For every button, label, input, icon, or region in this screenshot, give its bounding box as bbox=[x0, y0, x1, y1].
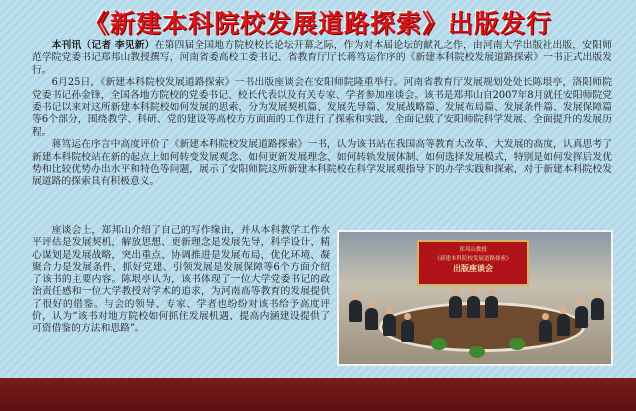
banner-line-1: 郑邦山教授 bbox=[459, 247, 487, 253]
photo-banner bbox=[417, 240, 529, 286]
attendee bbox=[401, 320, 414, 342]
article-paragraph-1 bbox=[32, 40, 612, 77]
attendee bbox=[349, 300, 362, 322]
plant bbox=[469, 346, 485, 358]
page-title: 《新建本科院校发展道路探索》出版发行 bbox=[83, 9, 552, 38]
attendee bbox=[557, 314, 570, 336]
banner-line-2: 《新建本科院校发展道路探索》 bbox=[434, 256, 512, 262]
meeting-attendees bbox=[339, 290, 611, 364]
attendee bbox=[485, 296, 498, 318]
article-column-left bbox=[32, 225, 330, 336]
plant bbox=[431, 338, 447, 350]
article-paragraph-3: 蒋笃运在序言中高度评价了《新建本科院校发展道路探索》一书，认为该书站在我国高等教育大改革、大发展的高度，认真思考了新建本科院校站在新的起点上如何转变发展观念、如何更新发展理念、如何转轨发展体制、如何选择发展模式，特别是如何发挥后发优势和比较优势办出水平和特色等问题，展示了安阳师院这所新建本科院校在科学发展观指导下的办学实践和探索，对于新建本科院校发展道路的探索具有积极意义。 bbox=[32, 139, 612, 188]
paragraph-1-text: 在第四届全国地方院校校长论坛开幕之际，作为对本届论坛的献礼之作，由河南大学出版社出版，安阳师范学院党委书记郑邦山教授撰写，河南省委高校工委书记、省教育厅厅长蒋笃运作序的《新建本科院校发展道路探索》一书正式出版发行。 bbox=[32, 40, 612, 76]
plant bbox=[509, 338, 525, 350]
byline: 本刊讯（记者 李见新） bbox=[51, 40, 155, 51]
meeting-photo bbox=[337, 230, 613, 366]
attendee bbox=[539, 320, 552, 342]
attendee bbox=[449, 296, 462, 318]
attendee bbox=[591, 298, 604, 320]
banner-line-3: 出版座谈会 bbox=[453, 264, 493, 273]
footer-bar bbox=[0, 378, 636, 411]
attendee bbox=[575, 306, 588, 328]
attendee bbox=[365, 308, 378, 330]
attendee bbox=[467, 296, 480, 318]
attendee bbox=[383, 314, 396, 336]
article-body bbox=[32, 40, 612, 189]
article-paragraph-2: 6月25日，《新建本科院校发展道路探索》一书出版座谈会在安阳师院隆重举行。河南省教育厅发展规划处处长陈垠亭，洛阳师院党委书记孙金锋，全国各地方院校的党委书记、校长代表以及有关专家、学者参加座谈会。该书是郑邦山自2007年8月就任安阳师院党委书记以来对这所新建本科院校如何发展的思索，分为发展契机篇、发展先导篇、发展战略篇、发展布局篇、发展条件篇、发展保障篇等6个部分，围绕教学、科研、党的建设等高校方方面面的工作进行了探索和实践，全面记载了安阳师院科学发展、全面提升的发展历程。 bbox=[32, 77, 612, 138]
article-paragraph-4: 座谈会上，郑邦山介绍了自己的写作缘由，并从本科教学工作水平评估是发展契机，解放思想、更新理念是发展先导，科学设计、精心谋划是发展战略，突出重点、协调推进是发展布局，优化环境、凝聚合力是发展条件，抓好党建、引领发展是发展保障等6个方面介绍了该书的主要内容。陈垠亭认为，该书体现了一位大学党委书记的政治责任感和一位大学教授对学术的追求，为河南高等教育的发展提供了很好的借鉴。与会的领导、专家、学者也纷纷对该书给予高度评价，认为“该书对地方院校如何抓住发展机遇、提高内涵建设提供了可资借鉴的方法和思路”。 bbox=[32, 225, 330, 335]
